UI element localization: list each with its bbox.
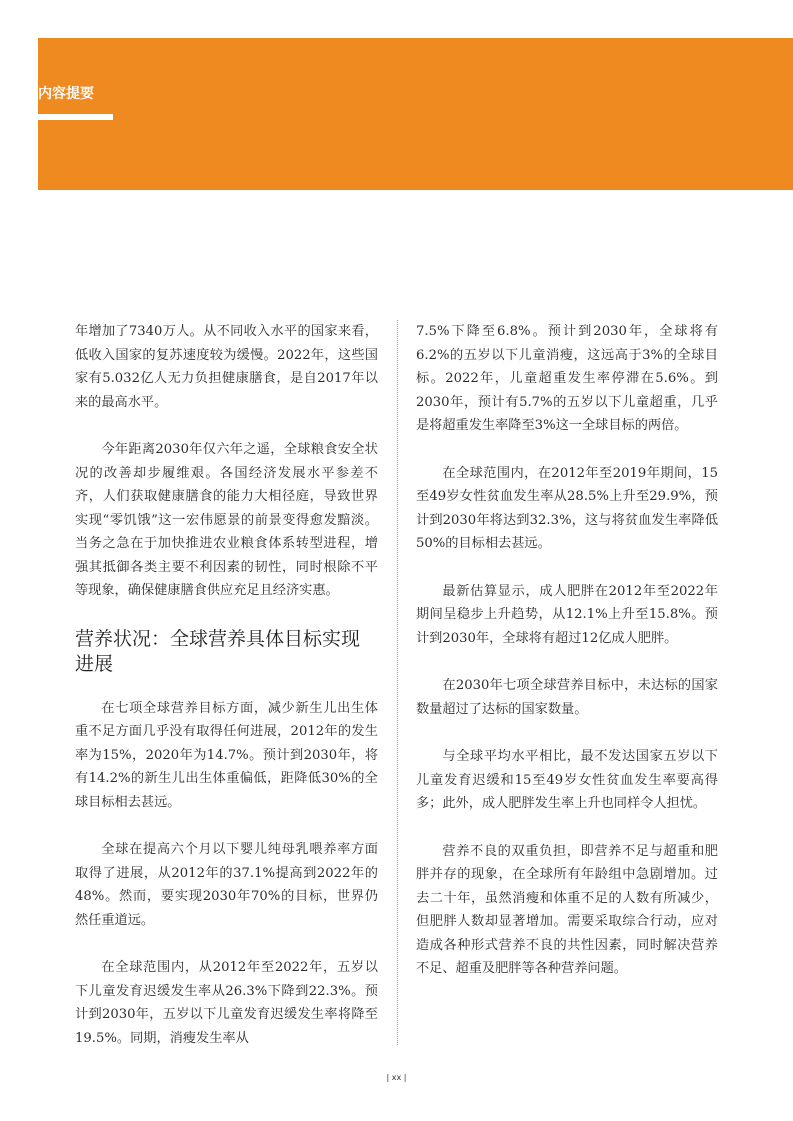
header-banner (38, 38, 793, 190)
paragraph: 7.5%下降至6.8%。预计到2030年，全球将有6.2%的五岁以下儿童消瘦，这远高于3%的全球目标。2022年，儿童超重发生率停滞在5.6%。到2030年，预计有5.7%的五岁以下儿童超重，几乎是将超重发生率降至3%这一全球目标的两倍。 (416, 324, 718, 433)
paragraph: 在2030年七项全球营养目标中，未达标的国家数量超过了达标的国家数量。 (416, 678, 718, 717)
left-column (75, 320, 378, 1074)
section-heading: 营养状况：全球营养具体目标实现进展 (75, 627, 361, 675)
paragraph: 最新估算显示，成人肥胖在2012年至2022年期间呈稳步上升趋势，从12.1%上升至15.8%。预计到2030年，全球将有超过12亿成人肥胖。 (416, 583, 718, 646)
paragraph: 与全球平均水平相比，最不发达国家五岁以下儿童发育迟缓和15至49岁女性贫血发生率要高得多；此外，成人肥胖发生率上升也同样令人担忧。 (416, 749, 718, 811)
paragraph: 今年距离2030年仅六年之遥，全球粮食安全状况的改善却步履维艰。各国经济发展水平参差不齐，人们获取健康膳食的能力大相径庭，导致世界实现“零饥饿”这一宏伟愿景的前景变得愈发黯淡。当务之急在于加快推进农业粮食体系转型进程，增强其抵御各类主要不利因素的韧性，同时根除不平等现象，确保健康膳食供应充足且经济实惠。 (75, 442, 378, 598)
column-divider (397, 320, 398, 1045)
paragraph: 在七项全球营养目标方面，减少新生儿出生体重不足方面几乎没有取得任何进展，2012年的发生率为15%，2020年为14.7%。预计到2030年，将有14.2%的新生儿出生体重偏低，距降低30%的全球目标相去甚远。 (75, 700, 378, 810)
paragraph: 在全球范围内，在2012年至2019年期间，15至49岁女性贫血发生率从28.5%上升至29.9%，预计到2030年将达到32.3%，这与将贫血发生率降低50%的目标相去甚远。 (416, 465, 718, 551)
right-column (416, 320, 718, 1005)
paragraph: 年增加了7340万人。从不同收入水平的国家来看，低收入国家的复苏速度较为缓慢。2022年，这些国家有5.032亿人无力负担健康膳食，是自2017年以来的最高水平。 (75, 324, 378, 410)
page-number: | xx | (386, 1073, 407, 1082)
paragraph: 全球在提高六个月以下婴儿纯母乳喂养率方面取得了进展，从2012年的37.1%提高到2022年的48%。然而，要实现2030年70%的目标，世界仍然任重道远。 (75, 842, 378, 928)
paragraph: 在全球范围内，从2012年至2022年，五岁以下儿童发育迟缓发生率从26.3%下降到22.3%。预计到2030年，五岁以下儿童发育迟缓发生率将降至19.5%。同期，消瘦发生率从 (75, 960, 378, 1046)
section-title: 内容提要 (38, 86, 94, 102)
title-underline (38, 114, 113, 120)
paragraph: 营养不良的双重负担，即营养不足与超重和肥胖并存的现象，在全球所有年龄组中急剧增加。过去二十年，虽然消瘦和体重不足的人数有所减少，但肥胖人数却显著增加。需要采取综合行动，应对造成各种形式营养不良的共性因素，同时解决营养不足、超重及肥胖等各种营养问题。 (416, 843, 718, 976)
